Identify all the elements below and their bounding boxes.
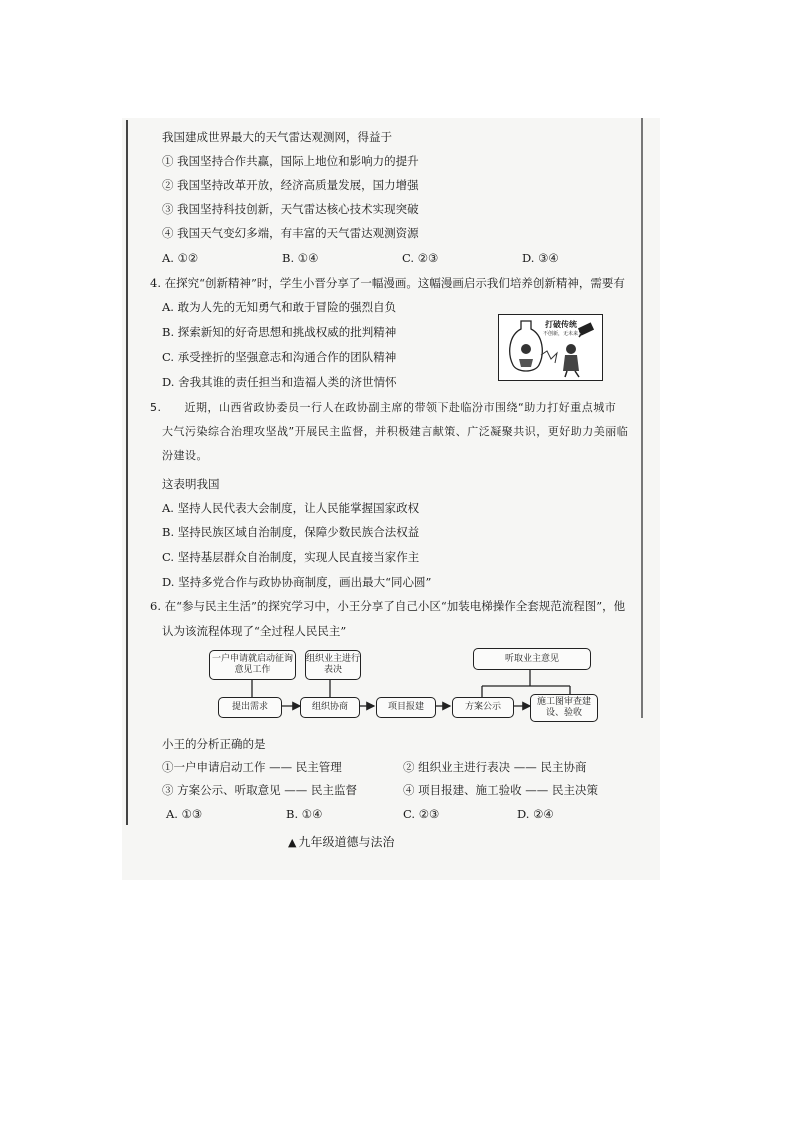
q3-choice-d: D. ③④ [522, 251, 559, 265]
q6-choice-b: B. ①④ [286, 807, 323, 821]
q5-lead: 这表明我国 [162, 477, 220, 491]
flow-box-hear-opinions: 听取业主意见 [473, 648, 591, 670]
q4-option-d: D. 舍我其谁的责任担当和造福人类的济世情怀 [162, 375, 397, 389]
q3-choice-a: A. ①② [162, 251, 199, 265]
flow-box-plan-publicity: 方案公示 [452, 697, 514, 718]
cartoon-caption: 不创新，无未来！ [543, 331, 584, 337]
page-footer [288, 833, 394, 850]
q3-stem: 我国建成世界最大的天气雷达观测网，得益于 [162, 130, 392, 144]
q5-passage-line: 5. 近期，山西省政协委员一行人在政协副主席的带领下赴临汾市围绕“助力打好重点城市 [150, 401, 617, 414]
q3-statement: ① 我国坚持合作共赢，国际上地位和影响力的提升 [162, 154, 419, 168]
q6-lead: 小王的分析正确的是 [162, 737, 266, 751]
q5-option-c: C. 坚持基层群众自治制度，实现人民直接当家作主 [162, 550, 420, 564]
q5-passage-line: 汾建设。 [162, 449, 208, 462]
q6-statement: ①一户申请启动工作 —— 民主管理 [162, 760, 342, 774]
flow-box-owner-vote: 组织业主进行表决 [305, 650, 361, 680]
flow-box-organize-consultation: 组织协商 [300, 697, 360, 718]
q3-statement: ③ 我国坚持科技创新，天气雷达核心技术实现突破 [162, 202, 419, 216]
q5-option-b: B. 坚持民族区域自治制度，保障少数民族合法权益 [162, 525, 420, 539]
q3-choice-c: C. ②③ [402, 251, 439, 265]
q5-passage-line: 大气污染综合治理攻坚战”开展民主监督，并积极建言献策、广泛凝聚共识，更好助力美丽临 [162, 425, 629, 438]
q4-option-a: A. 敢为人先的无知勇气和敢于冒险的强烈自负 [162, 300, 397, 314]
flow-box-project-filing: 项目报建 [376, 697, 436, 718]
q6-choice-d: D. ②④ [517, 807, 554, 821]
q6-choice-c: C. ②③ [403, 807, 440, 821]
flow-box-initiate-consultation: 一户申请就启动征询意见工作 [209, 650, 296, 680]
q6-stem: 认为该流程体现了“全过程人民民主” [162, 624, 347, 638]
q4-option-b: B. 探索新知的好奇思想和挑战权威的批判精神 [162, 325, 397, 339]
q6-statement: ④ 项目报建、施工验收 —— 民主决策 [403, 783, 598, 797]
q6-stem: 6. 在“参与民主生活”的探究学习中，小王分享了自己小区“加装电梯操作全套规范流程图”，他 [150, 599, 626, 613]
q5-option-a: A. 坚持人民代表大会制度，让人民能掌握国家政权 [162, 501, 420, 515]
footer-subject: 九年级道德与法治 [298, 835, 395, 849]
flow-box-raise-demand: 提出需求 [218, 697, 282, 718]
q3-choice-b: B. ①④ [282, 251, 319, 265]
q4-option-c: C. 承受挫折的坚强意志和沟通合作的团队精神 [162, 350, 397, 364]
q6-statement: ② 组织业主进行表决 —— 民主协商 [403, 760, 587, 774]
q6-statement: ③ 方案公示、听取意见 —— 民主监督 [162, 783, 357, 797]
q5-option-d: D. 坚持多党合作与政协协商制度，画出最大“同心圆” [162, 575, 432, 589]
cartoon-title: 打破传统 [545, 320, 577, 329]
q4-stem: 4. 在探究“创新精神”时，学生小晋分享了一幅漫画。这幅漫画启示我们培养创新精神，需要有 [150, 276, 625, 290]
q3-statement: ② 我国坚持改革开放，经济高质量发展，国力增强 [162, 178, 419, 192]
flow-box-construction-review: 施工图审查建设、验收 [530, 694, 598, 722]
warning-triangle-icon: ▲ [288, 836, 297, 849]
q6-choice-a: A. ①③ [166, 807, 203, 821]
q3-statement: ④ 我国天气变幻多端，有丰富的天气雷达观测资源 [162, 226, 419, 240]
